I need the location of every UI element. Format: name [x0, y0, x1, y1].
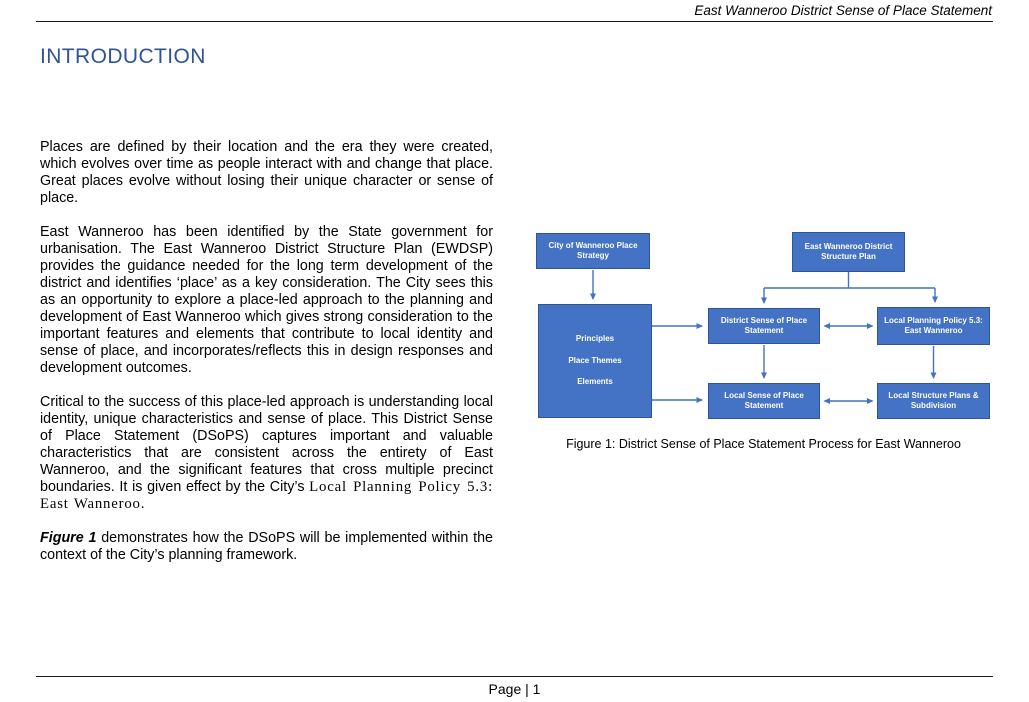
paragraph-places: Places are defined by their location and the era they were created, which evolves over time as people interact with and change that place. Great places evolve without losing their unique character or sense of place. [40, 139, 493, 206]
paragraph-dsops-text: Critical to the success of this place-led approach is understanding local identity, unique characteristics and sense of place. This District Sense of Place Statement (DSoPS) captures important and valuable characteristics that are consistent across the entirety of East Wanneroo, and the significant features that cross multiple precinct boundaries. It is given effect by the City’s [40, 394, 493, 495]
body-text-column [40, 139, 493, 581]
footer-divider [36, 676, 993, 677]
principles-line-3: Elements [577, 377, 613, 387]
flowchart-box-local-structure-plans: Local Structure Plans & Subdivision [877, 383, 990, 419]
paragraph-ewdsp: East Wanneroo has been identified by the State government for urbanisation. The East Wanneroo District Structure Plan (EWDSP) provides the guidance needed for the long term development of the district and identifies ‘place’ as a key consideration. The City sees this as an opportunity to explore a place-led approach to the planning and development of East Wanneroo which gives strong consideration to the important features and elements that contribute to local identity and sense of place, and incorporates/reflects this in design responses and development outcomes. [40, 224, 493, 376]
policy-reference-text: Local Planning Policy 5.3: East Wanneroo. [40, 479, 493, 512]
flowchart-box-local-planning-policy: Local Planning Policy 5.3: East Wanneroo [877, 307, 990, 345]
paragraph-figure-ref [40, 530, 493, 564]
flowchart-box-district-sops: District Sense of Place Statement [708, 308, 820, 344]
page-number: Page | 1 [488, 681, 541, 697]
principles-line-2: Place Themes [568, 355, 622, 365]
paragraph-figure-ref-text: demonstrates how the DSoPS will be implemented within the context of the City’s planning framework. [40, 530, 493, 563]
section-heading: INTRODUCTION [40, 45, 206, 68]
header-divider [36, 21, 993, 22]
flowchart-box-principles [538, 304, 652, 418]
flowchart-box-place-strategy: City of Wanneroo Place Strategy [536, 233, 650, 269]
paragraph-dsops [40, 394, 493, 513]
flowchart-box-district-structure-plan: East Wanneroo District Structure Plan [792, 232, 905, 272]
flowchart-box-local-sops: Local Sense of Place Statement [708, 383, 820, 419]
figure-1-reference: Figure 1 [40, 530, 97, 546]
principles-line-1: Principles [575, 334, 615, 344]
figure-caption: Figure 1: District Sense of Place Statement Process for East Wanneroo [566, 437, 961, 451]
header-title: East Wanneroo District Sense of Place Statement [694, 3, 992, 18]
